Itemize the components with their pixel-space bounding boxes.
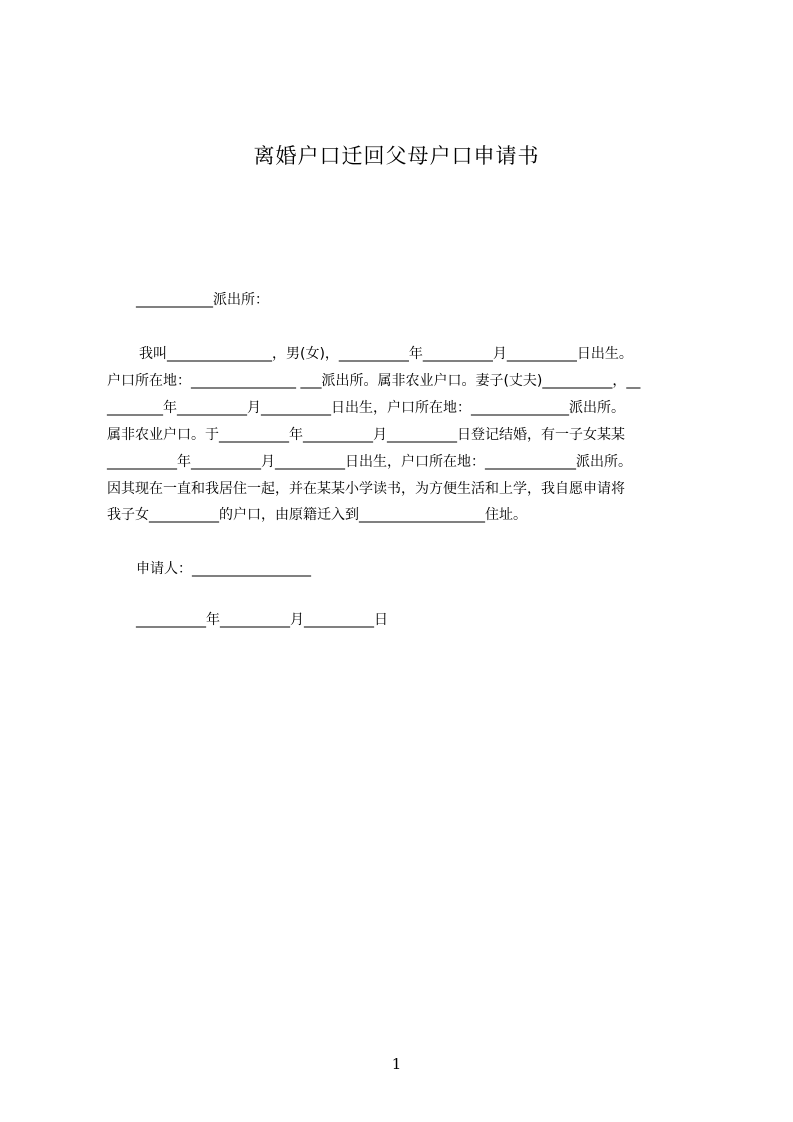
body-line: 因其现在一直和我居住一起，并在某某小学读书，为方便生活和上学，我自愿申请将 — [107, 481, 625, 497]
document-title: 离婚户口迁回父母户口申请书 — [253, 144, 540, 168]
applicant-line: 申请人：_________________ — [136, 561, 311, 577]
addressee-line: ___________派出所： — [136, 292, 269, 308]
body-line: __________年__________月__________日出生，户口所在地：_____________派出所。 — [107, 454, 632, 470]
page-number: 1 — [391, 1055, 402, 1073]
body-line: 户口所在地：_______________ ___派出所。属非农业户口。妻子(丈夫)__________，__ — [107, 373, 641, 389]
date-line: __________年__________月__________日 — [136, 612, 388, 628]
body-line: 我子女__________的户口，由原籍迁入到__________________住址。 — [107, 507, 527, 523]
body-line: 属非农业户口。于__________年__________月__________日登记结婚，有一子女某某 — [107, 427, 625, 443]
body-line: ________年__________月__________日出生，户口所在地：______________派出所。 — [107, 400, 625, 416]
body-line: 我叫_______________，男(女)，__________年__________月__________日出生。 — [139, 346, 633, 362]
